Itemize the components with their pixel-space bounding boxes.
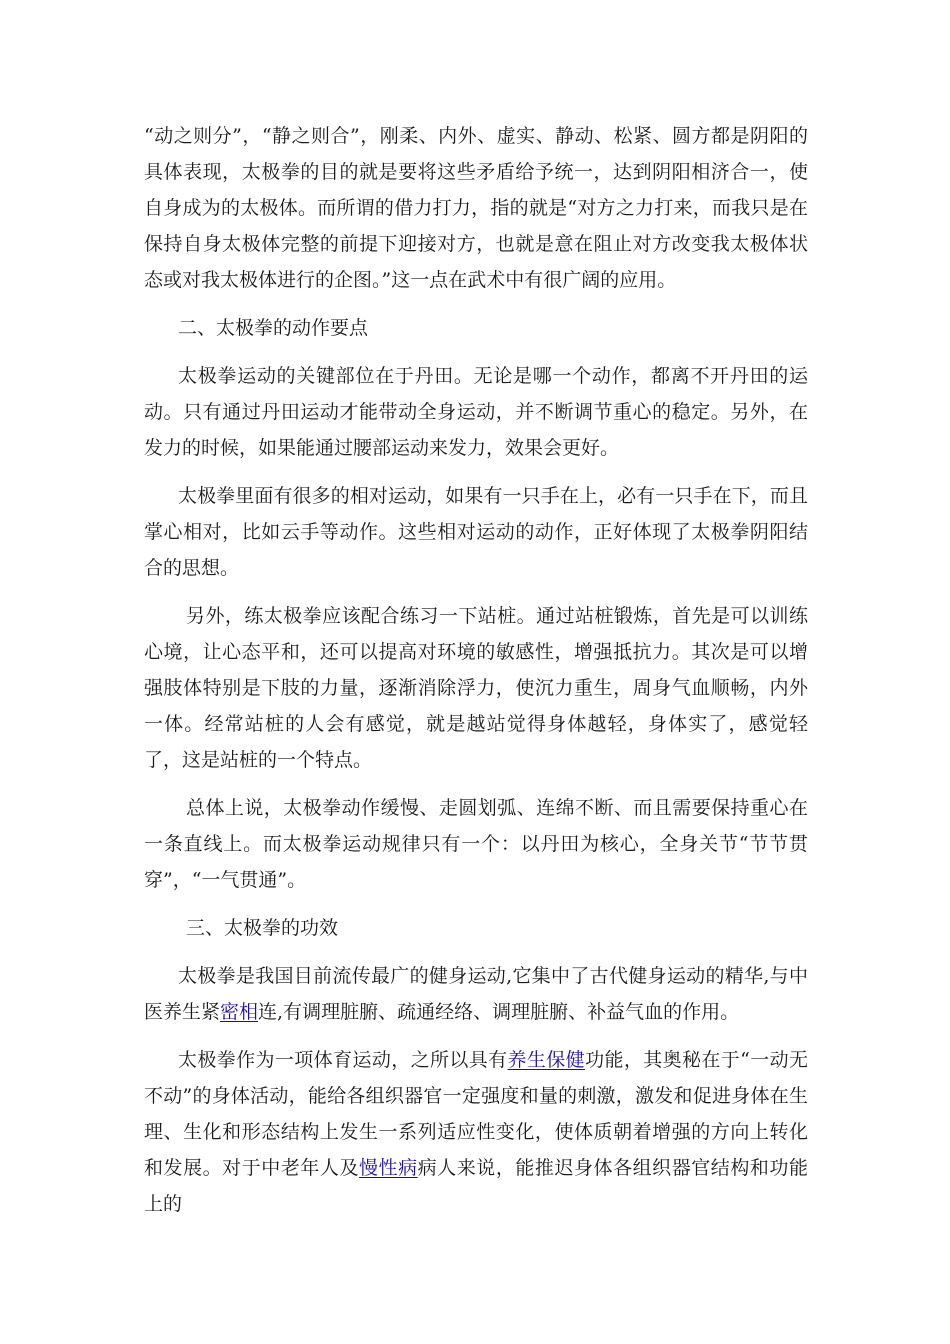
paragraph-standing-pile: 另外，练太极拳应该配合练习一下站桩。通过站桩锻炼，首先是可以训练心境，让心态平和，还可以提高对环境的敏感性，增强抵抗力。其次是可以增强肢体特别是下肢的力量，逐渐消除浮力，使沉力重生，周身气血顺畅，内外一体。经常站桩的人会有感觉，就是越站觉得身体越轻，身体实了，感觉轻了，这是站桩的一个特点。 — [144, 605, 808, 771]
paragraph-text: 功能，其奥秘在于“一动无不动”的身体活动，能给各组织器官一定强度和量的刺激，激发和促进身体在生理、生化和形态结构上发生一系列适应性变化，使体质朝着增强的方向上转化和发展。对于中老年人及 — [144, 1049, 808, 1179]
paragraph-summary: 总体上说，太极拳动作缓慢、走圆划弧、连绵不断、而且需要保持重心在一条直线上。而太极拳运动规律只有一个：以丹田为核心，全身关节“节节贯穿”，“一气贯通”。 — [144, 797, 808, 891]
link-chronic-disease[interactable]: 慢性病 — [359, 1157, 418, 1179]
paragraph-dantian: 太极拳运动的关键部位在于丹田。无论是哪一个动作，都离不开丹田的运动。只有通过丹田运动才能带动全身运动，并不断调节重心的稳定。另外，在发力的时候，如果能通过腰部运动来发力，效果会更好。 — [144, 365, 808, 459]
link-mixiang[interactable]: 密相 — [220, 1001, 259, 1023]
paragraph-sports-benefit — [144, 1042, 808, 1222]
paragraph-text: 太极拳作为一项体育运动，之所以具有 — [178, 1049, 508, 1071]
paragraph-yin-yang: “动之则分”，“静之则合”，刚柔、内外、虚实、静动、松紧、圆方都是阴阳的具体表现，太极拳的目的就是要将这些矛盾给予统一，达到阴阳相济合一，使自身成为的太极体。而所谓的借力打力，指的就是“对方之力打来，而我只是在保持自身太极体完整的前提下迎接对方，也就是意在阻止对方改变我太极体状态或对我太极体进行的企图。”这一点在武术中有很广阔的应用。 — [144, 125, 808, 291]
paragraph-relative-motion: 太极拳里面有很多的相对运动，如果有一只手在上，必有一只手在下，而且掌心相对，比如云手等动作。这些相对运动的动作，正好体现了太极拳阴阳结合的思想。 — [144, 485, 808, 579]
paragraph-text: 病人来说，能推迟身体各组织器官结构和功能上的 — [144, 1157, 808, 1215]
document-body — [144, 118, 808, 1222]
section-heading-movement-points: 二、太极拳的动作要点 — [178, 317, 369, 339]
paragraph-text: 太极拳是我国目前流传最广的健身运动,它集中了古代健身运动的精华,与中医养生紧 — [144, 965, 808, 1023]
paragraph-text: 连,有调理脏腑、疏通经络、调理脏腑、补益气血的作用。 — [258, 1001, 740, 1023]
paragraph-health-exercise — [144, 958, 808, 1030]
section-heading-benefits: 三、太极拳的功效 — [186, 917, 339, 939]
link-health-care[interactable]: 养生保健 — [507, 1049, 586, 1071]
